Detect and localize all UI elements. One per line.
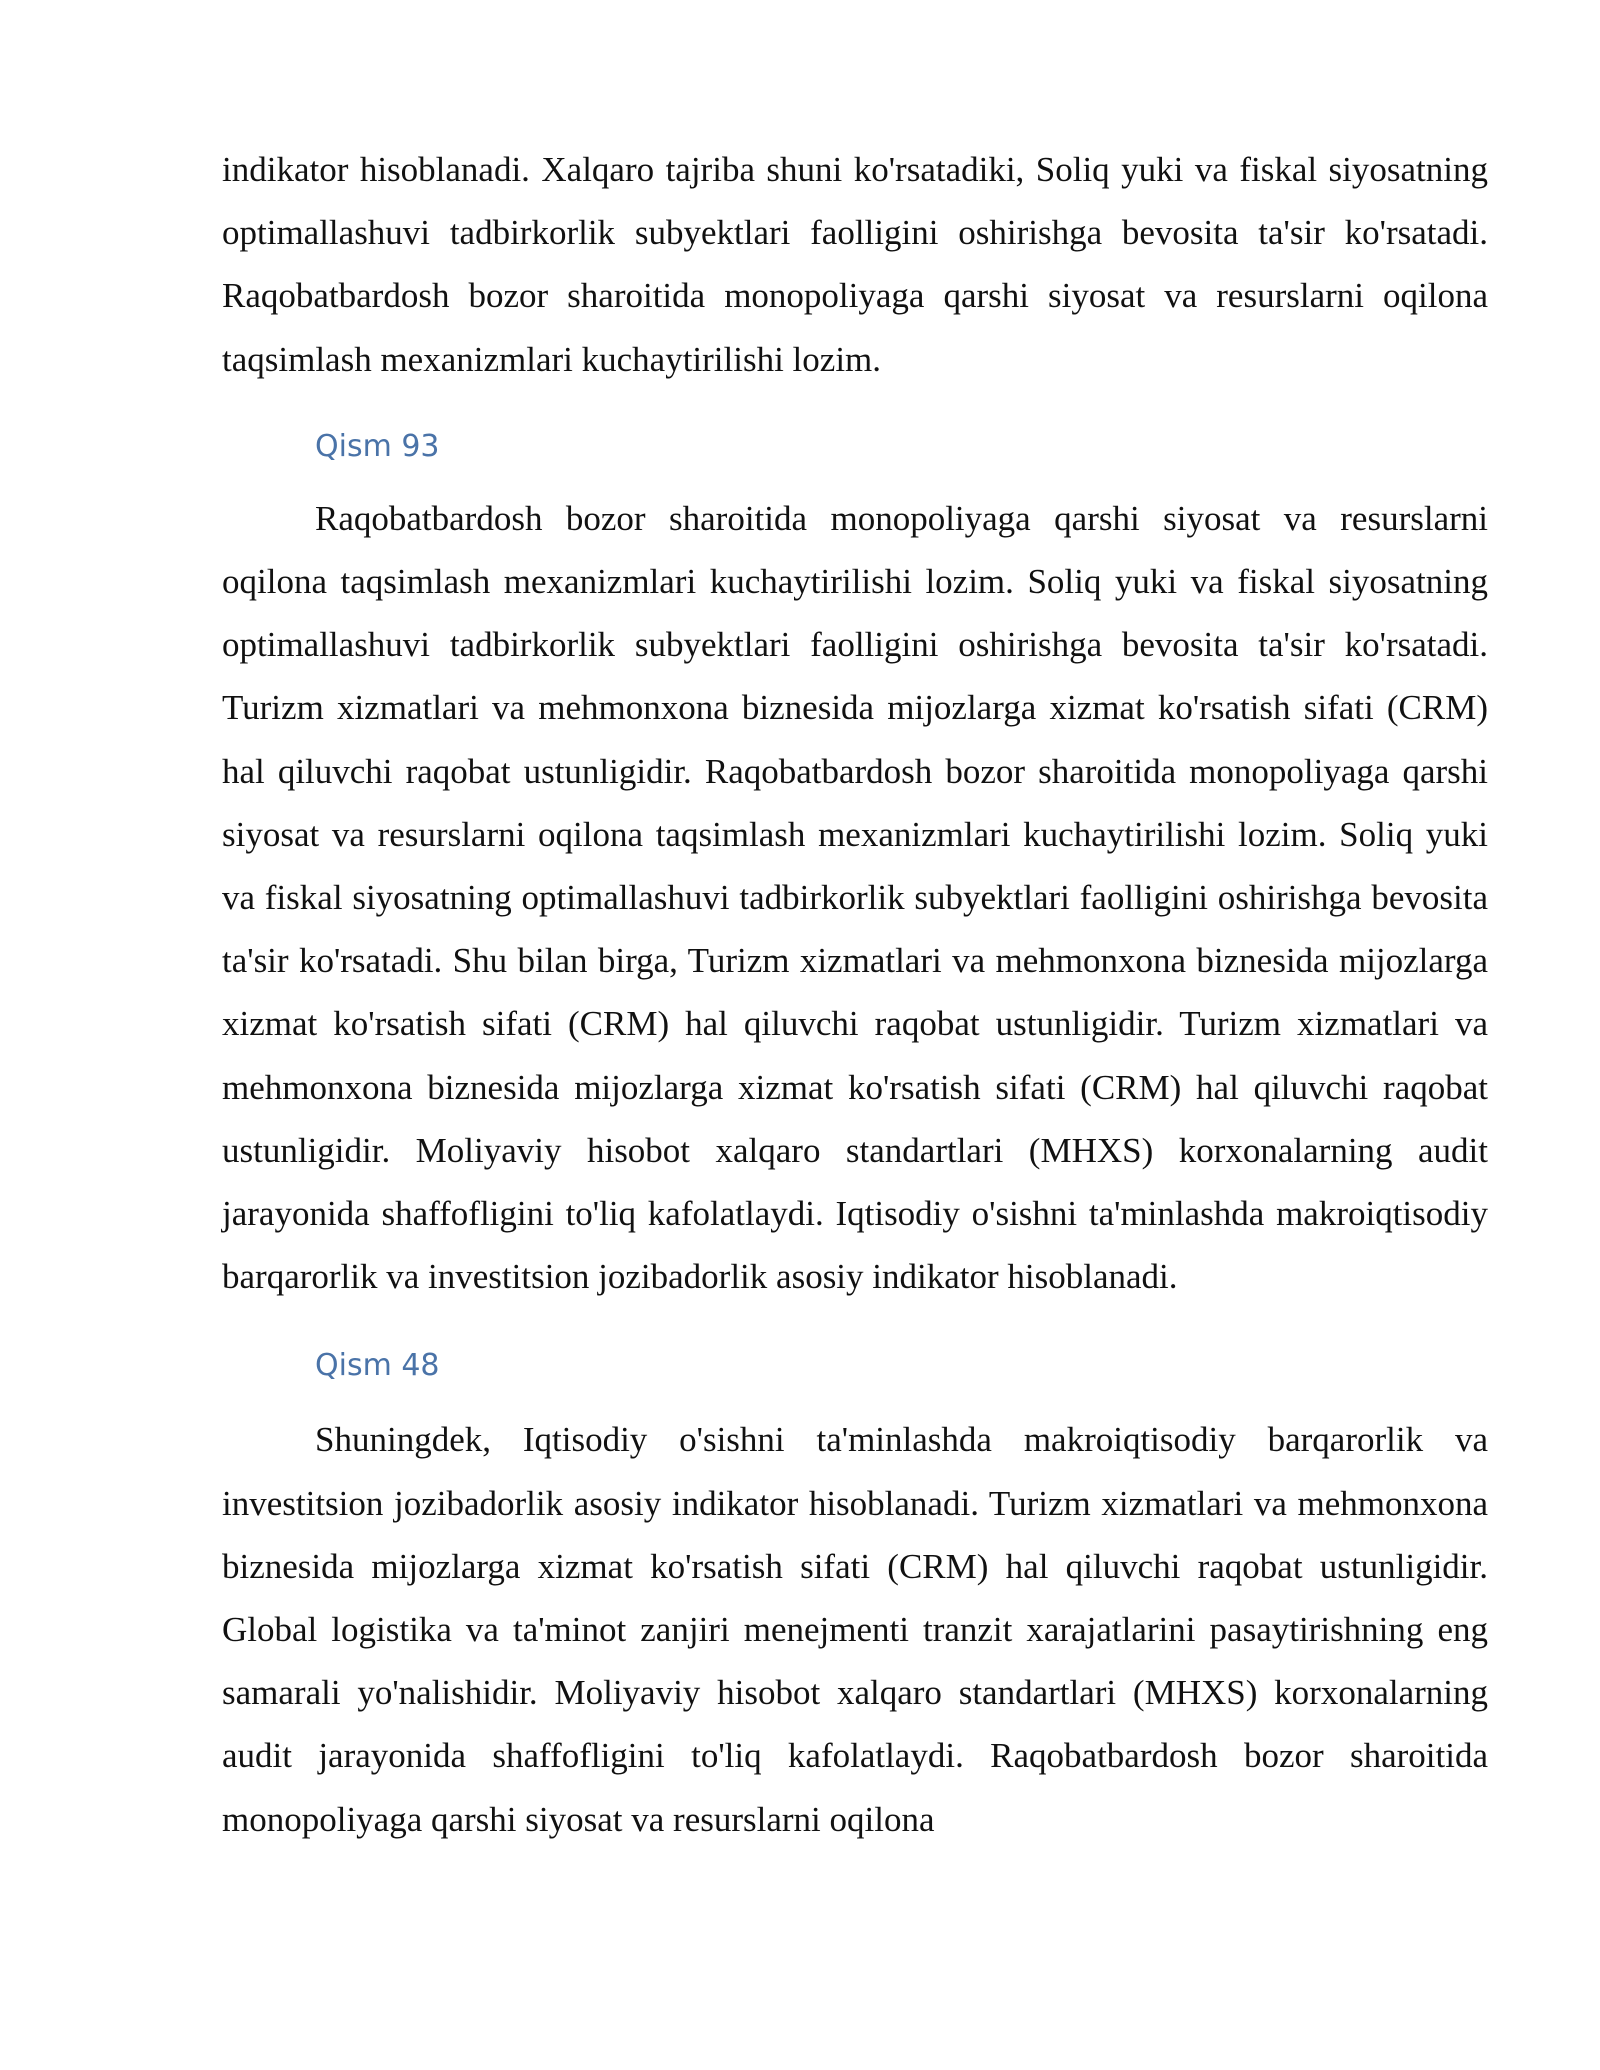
page-content [222, 138, 1488, 1851]
section-paragraph-qism-48: Shuningdek, Iqtisodiy o'sishni ta'minlashda makroiqtisodiy barqarorlik va investitsion jozibadorlik asosiy indikator hisoblanadi. Turizm xizmatlari va mehmonxona biznesida mijozlarga xizmat ko'rsatish sifati (CRM) hal qiluvchi raqobat ustunligidir. Global logistika va ta'minot zanjiri menejmenti tranzit xarajatlarini pasaytirishning eng samarali yo'nalishidir. Moliyaviy hisobot xalqaro standartlari (MHXS) korxonalarning audit jarayonida shaffofligini to'liq kafolatlaydi. Raqobatbardosh bozor sharoitida monopoliyaga qarshi siyosat va resurslarni oqilona [222, 1420, 1488, 1839]
section-paragraph-qism-93: Raqobatbardosh bozor sharoitida monopoliyaga qarshi siyosat va resurslarni oqilona taqsimlash mexanizmlari kuchaytirilishi lozim. Soliq yuki va fiskal siyosatning optimallashuvi tadbirkorlik subyektlari faolligini oshirishga bevosita ta'sir ko'rsatadi. Turizm xizmatlari va mehmonxona biznesida mijozlarga xizmat ko'rsatish sifati (CRM) hal qiluvchi raqobat ustunligidir. Raqobatbardosh bozor sharoitida monopoliyaga qarshi siyosat va resurslarni oqilona taqsimlash mexanizmlari kuchaytirilishi lozim. Soliq yuki va fiskal siyosatning optimallashuvi tadbirkorlik subyektlari faolligini oshirishga bevosita ta'sir ko'rsatadi. Shu bilan birga, Turizm xizmatlari va mehmonxona biznesida mijozlarga xizmat ko'rsatish sifati (CRM) hal qiluvchi raqobat ustunligidir. Turizm xizmatlari va mehmonxona biznesida mijozlarga xizmat ko'rsatish sifati (CRM) hal qiluvchi raqobat ustunligidir. Moliyaviy hisobot xalqaro standartlari (MHXS) korxonalarning audit jarayonida shaffofligini to'liq kafolatlaydi. Iqtisodiy o'sishni ta'minlashda makroiqtisodiy barqarorlik va investitsion jozibadorlik asosiy indikator hisoblanadi. [222, 498, 1488, 1297]
section-heading-qism-93: Qism 93 [315, 428, 440, 464]
section-heading-qism-48: Qism 48 [315, 1348, 440, 1384]
paragraph-continued: indikator hisoblanadi. Xalqaro tajriba shuni ko'rsatadiki, Soliq yuki va fiskal siyosatning optimallashuvi tadbirkorlik subyektlari faolligini oshirishga bevosita ta'sir ko'rsatadi. Raqobatbardosh bozor sharoitida monopoliyaga qarshi siyosat va resurslarni oqilona taqsimlash mexanizmlari kuchaytirilishi lozim. [222, 150, 1488, 379]
